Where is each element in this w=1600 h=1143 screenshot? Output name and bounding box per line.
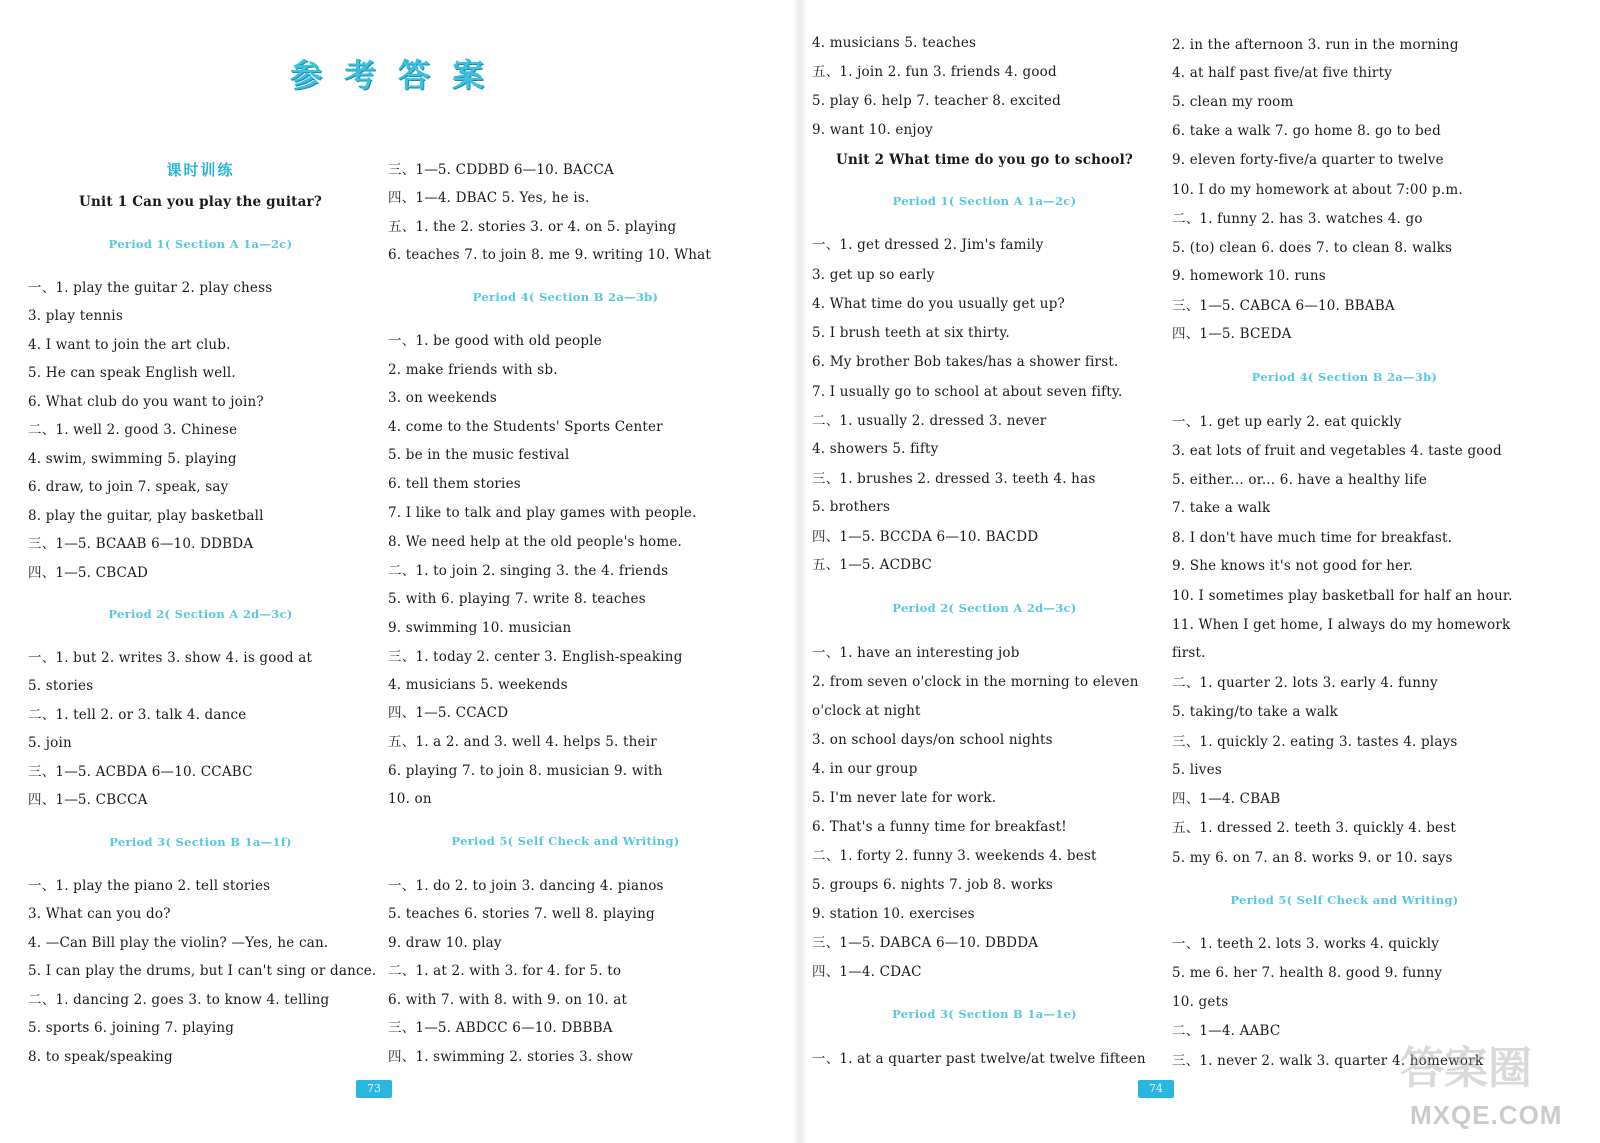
answer-line: 2. from seven o'clock in the morning to eleven (812, 674, 1139, 690)
answer-line: 二、1. dancing 2. goes 3. to know 4. telling (28, 992, 330, 1008)
section-heading: Period 2( Section A 2d—3c) (108, 607, 293, 621)
answer-line: 三、1—5. CDDBD 6—10. BACCA (388, 162, 615, 178)
answer-line: 5. with 6. playing 7. write 8. teaches (388, 591, 646, 607)
answer-line: 6. That's a funny time for breakfast! (812, 819, 1067, 835)
subtitle: 课时训练 (166, 161, 235, 179)
answer-line: 6. draw, to join 7. speak, say (28, 479, 229, 495)
section-heading: Period 3( Section B 1a—1e) (892, 1007, 1077, 1021)
answer-line: 一、1. teeth 2. lots 3. works 4. quickly (1172, 936, 1440, 952)
answer-line: 5. be in the music festival (388, 447, 570, 463)
answer-line: 5. teaches 6. stories 7. well 8. playing (388, 906, 655, 922)
answer-line: 6. teaches 7. to join 8. me 9. writing 10. What (388, 247, 712, 263)
answer-line: 6. What club do you want to join? (28, 394, 264, 410)
answer-line: 5. join (28, 735, 72, 751)
answer-line: 4. at half past five/at five thirty (1172, 65, 1393, 81)
answer-line: 5. clean my room (1172, 94, 1294, 110)
answer-line: 三、1—5. BCAAB 6—10. DDBDA (28, 536, 254, 552)
answer-line: 一、1. at a quarter past twelve/at twelve fifteen (812, 1051, 1146, 1067)
page-title: 参考答案 (290, 56, 507, 94)
answer-line: 4. swim, swimming 5. playing (28, 451, 237, 467)
section-heading: Period 5( Self Check and Writing) (451, 834, 680, 848)
answer-line: 4. come to the Students' Sports Center (388, 419, 663, 435)
answer-line: 4. —Can Bill play the violin? —Yes, he can. (28, 935, 329, 951)
answer-line: 5. sports 6. joining 7. playing (28, 1020, 235, 1036)
answer-line: 一、1. get up early 2. eat quickly (1172, 414, 1402, 430)
answer-line: 8. play the guitar, play basketball (28, 508, 264, 524)
answer-line: 二、1. well 2. good 3. Chinese (28, 422, 238, 438)
answer-line: first. (1172, 645, 1206, 661)
answer-line: 二、1. usually 2. dressed 3. never (812, 413, 1047, 429)
answer-line: 5. brothers (812, 499, 891, 515)
unit-heading: Unit 2 What time do you go to school? (835, 152, 1134, 168)
answer-line: 3. play tennis (28, 308, 123, 324)
answer-line: 4. musicians 5. teaches (812, 35, 977, 51)
answer-line: 5. me 6. her 7. health 8. good 9. funny (1172, 965, 1443, 981)
answer-line: 4. in our group (812, 761, 918, 777)
answer-line: 二、1. forty 2. funny 3. weekends 4. best (812, 848, 1097, 864)
answer-line: 8. to speak/speaking (28, 1049, 173, 1065)
answer-line: 5. He can speak English well. (28, 365, 236, 381)
section-heading: Period 4( Section B 2a—3b) (1251, 370, 1438, 384)
answer-line: 一、1. play the piano 2. tell stories (28, 878, 271, 894)
answer-line: 四、1. swimming 2. stories 3. show (388, 1049, 634, 1065)
section-heading: Period 1( Section A 1a—2c) (892, 194, 1077, 208)
answer-line: 2. in the afternoon 3. run in the morning (1172, 37, 1459, 53)
answer-line: 9. draw 10. play (388, 935, 502, 951)
answer-line: 9. homework 10. runs (1172, 268, 1326, 284)
answer-line: 5. I brush teeth at six thirty. (812, 325, 1010, 341)
section-heading: Period 4( Section B 2a—3b) (472, 290, 659, 304)
answer-line: 五、1. join 2. fun 3. friends 4. good (812, 64, 1057, 80)
answer-line: 8. I don't have much time for breakfast. (1172, 530, 1453, 546)
answer-line: 9. eleven forty-five/a quarter to twelve (1172, 152, 1444, 168)
watermark-url: MXQE.COM (1410, 1100, 1563, 1130)
page-number-right: 74 (1138, 1080, 1174, 1098)
answer-line: 6. playing 7. to join 8. musician 9. with (388, 763, 663, 779)
answer-line: 三、1—5. CABCA 6—10. BBABA (1172, 298, 1395, 314)
section-heading: Period 5( Self Check and Writing) (1230, 893, 1459, 907)
answer-line: 二、1. at 2. with 3. for 4. for 5. to (388, 963, 622, 979)
page-number-left: 73 (356, 1080, 392, 1098)
answer-line: 五、1. a 2. and 3. well 4. helps 5. their (388, 734, 657, 750)
answer-line: 5. either... or... 6. have a healthy life (1172, 472, 1428, 488)
answer-line: 四、1—5. BCCDA 6—10. BACDD (812, 529, 1039, 545)
answer-line: 三、1—5. ABDCC 6—10. DBBBA (388, 1020, 613, 1036)
answer-line: 9. want 10. enjoy (812, 122, 933, 138)
answer-line: 二、1. quarter 2. lots 3. early 4. funny (1172, 675, 1438, 691)
answer-line: 四、1—5. CBCCA (28, 792, 148, 808)
answer-line: 7. I like to talk and play games with people. (388, 505, 697, 521)
section-heading: Period 2( Section A 2d—3c) (892, 601, 1077, 615)
answer-line: 4. showers 5. fifty (812, 441, 939, 457)
answer-line: 5. lives (1172, 762, 1222, 778)
page-gutter (792, 0, 808, 1143)
answer-line: 一、1. play the guitar 2. play chess (28, 280, 273, 296)
answer-line: 三、1. never 2. walk 3. quarter 4. homework (1172, 1053, 1484, 1069)
answer-line: 二、1. tell 2. or 3. talk 4. dance (28, 707, 247, 723)
answer-line: 7. I usually go to school at about seven fifty. (812, 384, 1123, 400)
unit-heading: Unit 1 Can you play the guitar? (79, 194, 322, 210)
answer-line: 三、1. today 2. center 3. English-speaking (388, 649, 683, 665)
answer-line: 五、1. the 2. stories 3. or 4. on 5. playing (388, 219, 677, 235)
answer-line: 5. I'm never late for work. (812, 790, 997, 806)
answer-line: 三、1. quickly 2. eating 3. tastes 4. plays (1172, 734, 1458, 750)
watermark-logo (1400, 1032, 1580, 1137)
answer-line: 三、1—5. ACBDA 6—10. CCABC (28, 764, 253, 780)
answer-line: 5. taking/to take a walk (1172, 704, 1339, 720)
answer-line: 9. swimming 10. musician (388, 620, 572, 636)
answer-line: 5. play 6. help 7. teacher 8. excited (812, 93, 1061, 109)
answer-line: 5. stories (28, 678, 94, 694)
answer-line: 6. My brother Bob takes/has a shower first. (812, 354, 1119, 370)
answer-line: 10. I do my homework at about 7:00 p.m. (1172, 182, 1463, 198)
answer-line: 三、1—5. DABCA 6—10. DBDDA (812, 935, 1039, 951)
answer-line: 四、1—4. CBAB (1172, 791, 1281, 807)
answer-line: 四、1—5. CCACD (388, 705, 509, 721)
answer-line: 三、1. brushes 2. dressed 3. teeth 4. has (812, 471, 1096, 487)
answer-line: 四、1—5. CBCAD (28, 565, 149, 581)
answer-line: 3. on school days/on school nights (812, 732, 1053, 748)
answer-line: 6. with 7. with 8. with 9. on 10. at (388, 992, 628, 1008)
answer-line: 二、1. to join 2. singing 3. the 4. friends (388, 563, 669, 579)
answer-line: 2. make friends with sb. (388, 362, 558, 378)
answer-line: 10. I sometimes play basketball for half an hour. (1172, 588, 1513, 604)
answer-line: 7. take a walk (1172, 500, 1271, 516)
answer-line: 6. tell them stories (388, 476, 521, 492)
answer-line: 五、1—5. ACDBC (812, 557, 933, 573)
answer-line: 4. musicians 5. weekends (388, 677, 568, 693)
answer-line: 6. take a walk 7. go home 8. go to bed (1172, 123, 1441, 139)
answer-line: 4. I want to join the art club. (28, 337, 231, 353)
answer-line: 一、1. be good with old people (388, 333, 602, 349)
answer-line: 四、1—5. BCEDA (1172, 326, 1292, 342)
answer-line: 一、1. do 2. to join 3. dancing 4. pianos (388, 878, 664, 894)
answer-line: 一、1. but 2. writes 3. show 4. is good at (28, 650, 313, 666)
answer-line: 5. my 6. on 7. an 8. works 9. or 10. says (1172, 850, 1453, 866)
answer-line: 一、1. get dressed 2. Jim's family (812, 237, 1044, 253)
answer-line: 五、1. dressed 2. teeth 3. quickly 4. best (1172, 820, 1456, 836)
watermark-text: 答案圈 (1400, 1043, 1532, 1094)
answer-line: 10. gets (1172, 994, 1229, 1010)
answer-line: 11. When I get home, I always do my homework (1172, 617, 1511, 633)
answer-line: 二、1. funny 2. has 3. watches 4. go (1172, 211, 1423, 227)
answer-line: o'clock at night (812, 703, 921, 719)
answer-line: 四、1—4. DBAC 5. Yes, he is. (388, 190, 590, 206)
answer-line: 3. get up so early (812, 267, 935, 283)
answer-line: 四、1—4. CDAC (812, 964, 922, 980)
section-heading: Period 3( Section B 1a—1f) (109, 835, 292, 849)
answer-line: 3. on weekends (388, 390, 498, 406)
section-heading: Period 1( Section A 1a—2c) (108, 237, 293, 251)
answer-line: 二、1—4. AABC (1172, 1023, 1281, 1039)
answer-line: 一、1. have an interesting job (812, 645, 1020, 661)
answer-line: 4. What time do you usually get up? (812, 296, 1065, 312)
answer-line: 5. groups 6. nights 7. job 8. works (812, 877, 1053, 893)
answer-line: 8. We need help at the old people's home. (388, 534, 683, 550)
answer-line: 5. I can play the drums, but I can't sing or dance. (28, 963, 377, 979)
answer-line: 10. on (388, 791, 432, 807)
answer-line: 3. eat lots of fruit and vegetables 4. taste good (1172, 443, 1502, 459)
answer-line: 5. (to) clean 6. does 7. to clean 8. walks (1172, 240, 1453, 256)
answer-line: 3. What can you do? (28, 906, 171, 922)
answer-line: 9. She knows it's not good for her. (1172, 558, 1414, 574)
answer-line: 9. station 10. exercises (812, 906, 975, 922)
